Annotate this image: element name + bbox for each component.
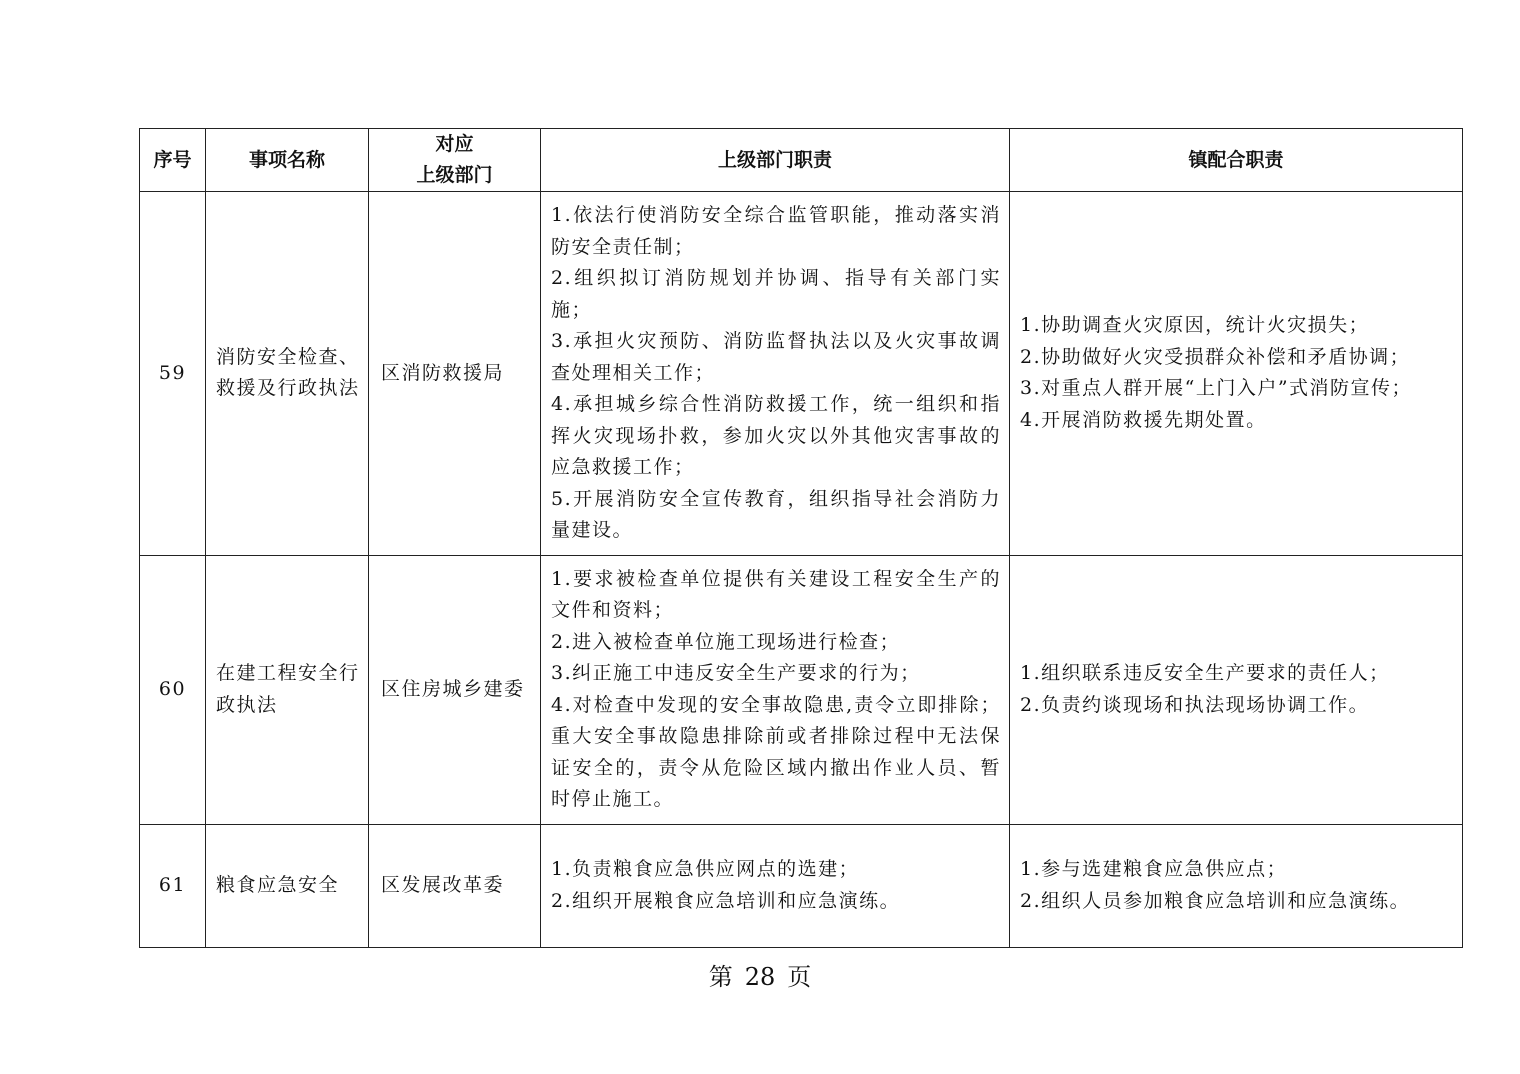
town-duty-item: 2.组织人员参加粮食应急培训和应急演练。 [1020, 889, 1411, 912]
table-row [140, 192, 1463, 556]
duty-item: 3.承担火灾预防、消防监督执法以及火灾事故调查处理相关工作； [551, 330, 1001, 384]
duty-item: 3.纠正施工中违反安全生产要求的行为； [551, 662, 921, 684]
duty-item: 2.组织拟订消防规划并协调、指导有关部门实施； [551, 267, 1001, 321]
duty-item: 1.负责粮食应急供应网点的选建； [551, 858, 860, 880]
row-seq: 61 [140, 824, 206, 947]
row-department-duties [541, 555, 1010, 824]
row-item-name: 在建工程安全行政执法 [206, 555, 369, 824]
duty-item: 1.要求被检查单位提供有关建设工程安全生产的文件和资料； [551, 567, 1001, 621]
page-number-prefix: 第 [708, 963, 733, 991]
header-item-name: 事项名称 [206, 129, 369, 192]
page-number-suffix: 页 [787, 963, 812, 991]
town-duty-item: 1.参与选建粮食应急供应点； [1020, 858, 1288, 880]
page-number: 28 [744, 963, 776, 991]
row-department-duties [541, 824, 1010, 947]
row-department: 区发展改革委 [369, 824, 541, 947]
table-row [140, 824, 1463, 947]
row-seq: 60 [140, 555, 206, 824]
town-duty-item: 2.协助做好火灾受损群众补偿和矛盾协调； [1020, 345, 1411, 368]
duty-item: 2.进入被检查单位施工现场进行检查； [551, 630, 901, 653]
duty-item: 1.依法行使消防安全综合监管职能，推动落实消防安全责任制； [551, 204, 1001, 258]
header-department [369, 129, 541, 192]
header-department-line1: 对应 [435, 133, 474, 155]
row-department: 区住房城乡建委 [369, 555, 541, 824]
town-duty-item: 1.组织联系违反安全生产要求的责任人； [1020, 662, 1390, 684]
town-duty-item: 3.对重点人群开展“上门入户”式消防宣传； [1020, 377, 1413, 400]
table-header-row [140, 129, 1463, 192]
row-department: 区消防救援局 [369, 192, 541, 556]
row-item-name: 消防安全检查、救援及行政执法 [206, 192, 369, 556]
page-number-footer [0, 960, 1520, 994]
row-seq: 59 [140, 192, 206, 556]
row-item-name: 粮食应急安全 [206, 824, 369, 947]
town-duty-item: 4.开展消防救援先期处置。 [1020, 408, 1267, 431]
header-seq: 序号 [140, 129, 206, 192]
header-department-line2: 上级部门 [416, 164, 493, 186]
row-town-duties [1010, 192, 1463, 556]
duty-item: 5.开展消防安全宣传教育，组织指导社会消防力量建设。 [551, 487, 1001, 541]
header-department-duties: 上级部门职责 [541, 129, 1010, 192]
row-town-duties [1010, 824, 1463, 947]
duty-table [139, 128, 1463, 948]
duty-item: 4.对检查中发现的安全事故隐患,责令立即排除；重大安全事故隐患排除前或者排除过程中无法保证安全的，责令从危险区域内撤出作业人员、暂时停止施工。 [551, 693, 1001, 810]
row-department-duties [541, 192, 1010, 556]
town-duty-item: 1.协助调查火灾原因，统计火灾损失； [1020, 314, 1370, 337]
table-row [140, 555, 1463, 824]
row-town-duties [1010, 555, 1463, 824]
town-duty-item: 2.负责约谈现场和执法现场协调工作。 [1020, 693, 1370, 716]
duty-item: 4.承担城乡综合性消防救援工作，统一组织和指挥火灾现场扑救，参加火灾以外其他灾害事故的应急救援工作； [551, 393, 1001, 478]
header-town-duties: 镇配合职责 [1010, 129, 1463, 192]
duty-item: 2.组织开展粮食应急培训和应急演练。 [551, 889, 901, 912]
